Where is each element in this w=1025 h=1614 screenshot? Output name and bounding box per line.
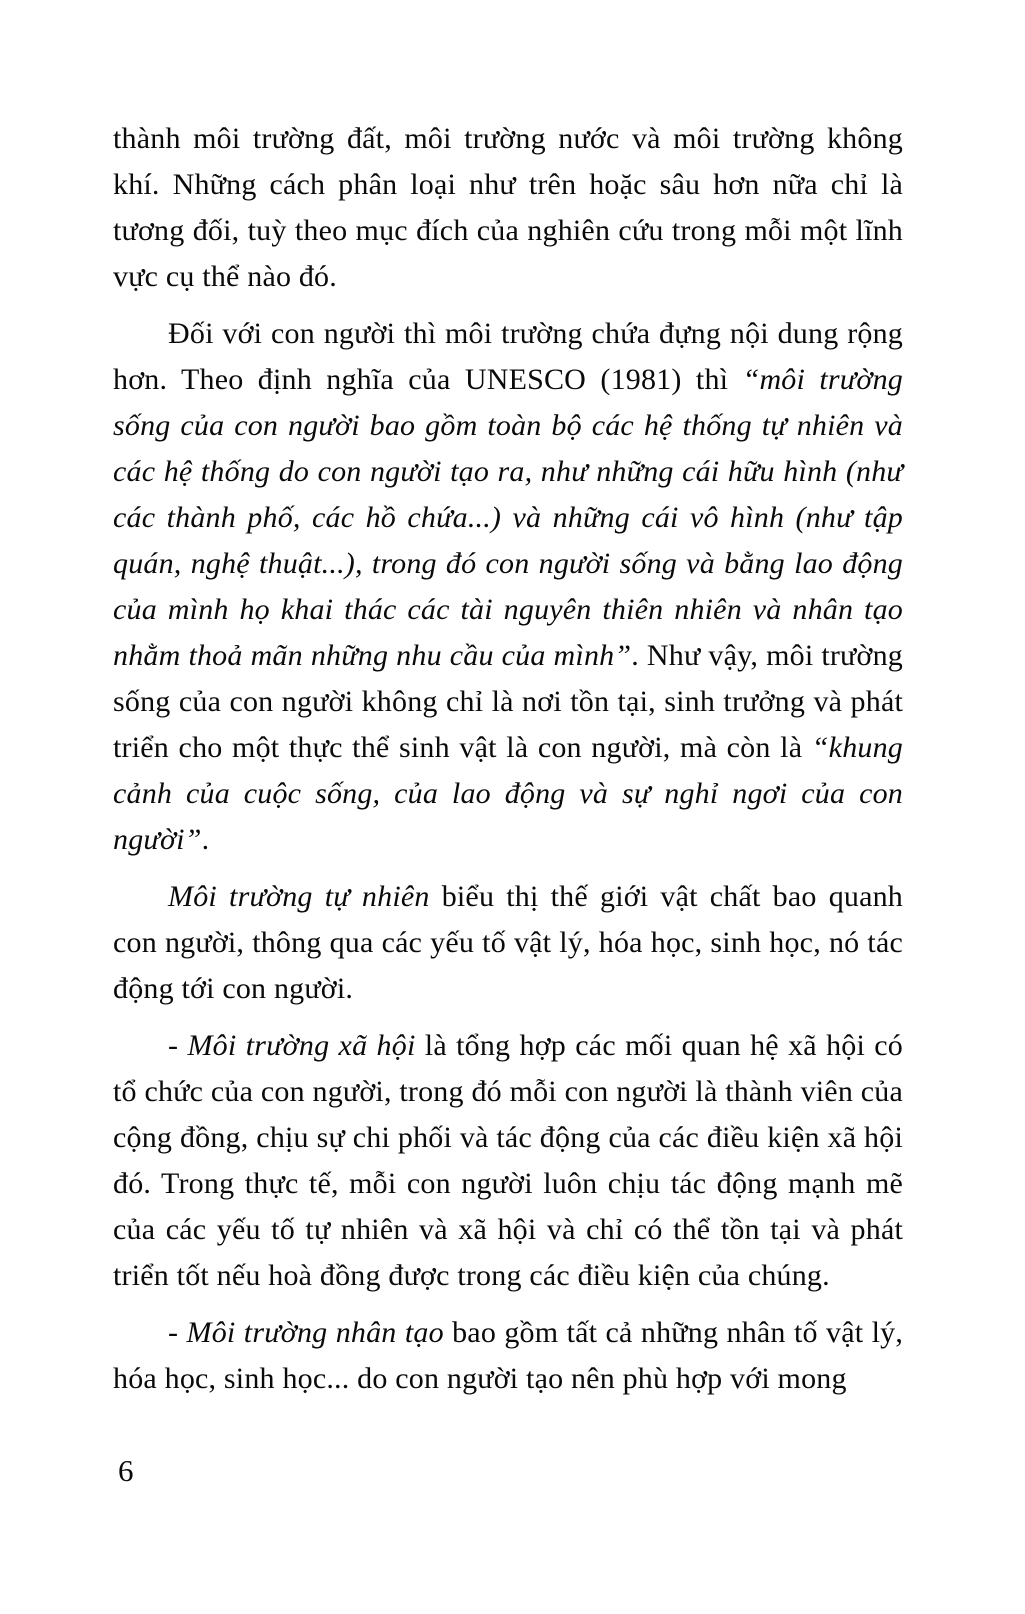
italic-text-run: “khung cảnh của cuộc sống, của lao động và sự nghỉ ngơi của con người” xyxy=(113,731,903,856)
text-run: - xyxy=(168,1029,188,1062)
italic-text-run: Môi trường xã hội xyxy=(187,1029,416,1062)
text-run: Đối với con người thì môi trường chứa đựng nội dung rộng hơn. Theo định nghĩa của UNESCO (1981) thì xyxy=(113,317,903,396)
text-run: là tổng hợp các mối quan hệ xã hội có tổ chức của con người, trong đó mỗi con người là thành viên của cộng đồng, chịu sự chi phối và tác động của các điều kiện xã hội đó. Trong thực tế, mỗi con người luôn chịu tác động mạnh mẽ của các yếu tố tự nhiên và xã hội và chỉ có thể tồn tại và phát triển tốt nếu hoà đồng được trong các điều kiện của chúng. xyxy=(113,1029,903,1292)
italic-text-run: Môi trường nhân tạo xyxy=(186,1316,444,1349)
text-run: thành môi trường đất, môi trường nước và môi trường không khí. Những cách phân loại như trên hoặc sâu hơn nữa chỉ là tương đối, tuỳ theo mục đích của nghiên cứu trong mỗi một lĩnh vực cụ thể nào đó. xyxy=(113,122,903,293)
text-run: . xyxy=(201,823,210,856)
paragraph xyxy=(113,116,903,300)
page-number: 6 xyxy=(118,1453,134,1488)
paragraph xyxy=(113,1310,903,1402)
italic-text-run: “môi trường sống của con người bao gồm toàn bộ các hệ thống tự nhiên và các hệ thống do con người tạo ra, như những cái hữu hình (như các thành phố, các hồ chứa...) và những cái vô hình (như tập quán, nghệ thuật...), trong đó con người sống và bằng lao động của mình họ khai thác các tài nguyên thiên nhiên và nhân tạo nhằm thoả mãn những nhu cầu của mình” xyxy=(113,363,903,672)
italic-text-run: Môi trường tự nhiên xyxy=(168,880,430,913)
paragraph xyxy=(113,311,903,863)
text-run: - xyxy=(168,1316,187,1349)
text-run: biểu thị thế giới vật chất bao quanh con người, thông qua các yếu tố vật lý, hóa học, sinh học, nó tác động tới con người. xyxy=(113,880,904,1005)
text-run: . Như vậy, môi trường sống của con người không chỉ là nơi tồn tại, sinh trưởng và phát triển cho một thực thể sinh vật là con người, mà còn là xyxy=(113,639,903,764)
text-run: bao gồm tất cả những nhân tố vật lý, hóa học, sinh học... do con người tạo nên phù hợp với mong xyxy=(113,1316,904,1395)
paragraph xyxy=(113,1023,903,1299)
text-block xyxy=(113,116,903,1413)
paragraph xyxy=(113,874,903,1012)
